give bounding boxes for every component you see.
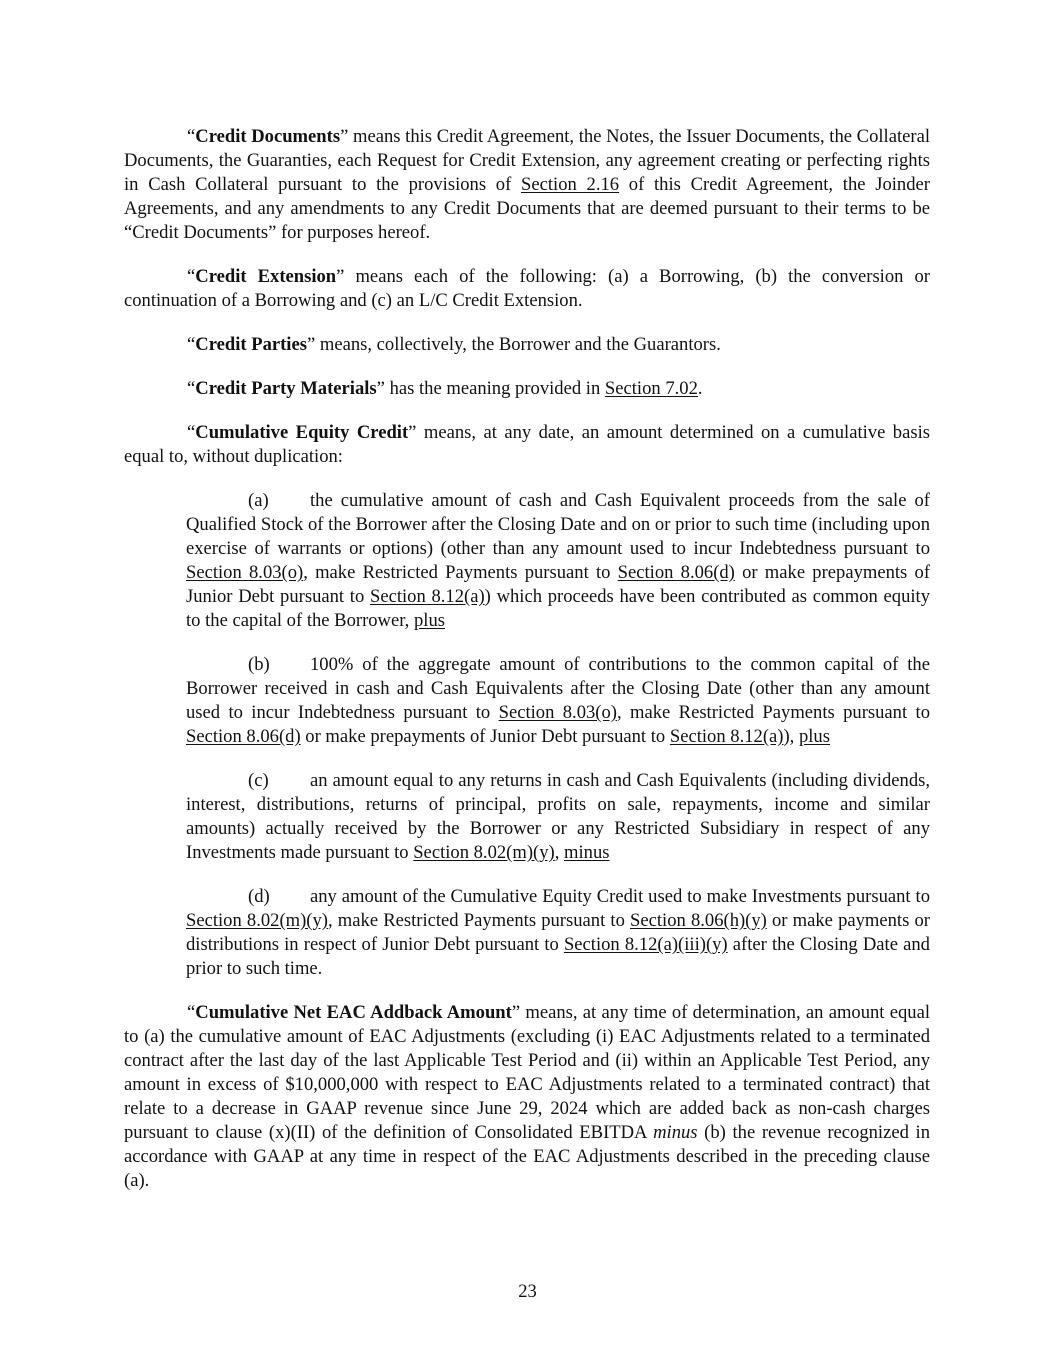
conjunction: plus <box>413 610 445 631</box>
section-reference: Section 2.16 <box>521 174 620 195</box>
section-reference: Section 8.02(m)(y) <box>186 910 328 931</box>
section-reference: Section 7.02 <box>604 378 698 399</box>
defined-term: Credit Parties <box>195 334 307 355</box>
section-reference: Section 8.06(d) <box>617 562 735 583</box>
section-reference: Section 8.03(o) <box>498 702 617 723</box>
clause-label: (a) <box>248 490 269 511</box>
section-reference: Section 8.12(a) <box>669 726 784 747</box>
section-reference: Section 8.06(h)(y) <box>630 910 767 931</box>
defined-term: Cumulative Net EAC Addback Amount <box>195 1002 512 1023</box>
clause-label: (b) <box>248 654 270 675</box>
italic-word: minus <box>653 1122 698 1143</box>
page-number: 23 <box>518 1281 537 1302</box>
section-reference: Section 8.02(m)(y) <box>413 842 555 863</box>
definition-credit-documents: “Credit Documents” means this Credit Agreement, the Notes, the Issuer Documents, the Collateral Documents, the Guaranties, each Request for Credit Extension, any agreement creating or perfecting rights in Cash Collateral pursuant to the provisions of Section 2.16 of this Credit Agreement, the Joinder Agreements, and any amendments to any Credit Documents that are deemed pursuant to their terms to be “Credit Documents” for purposes hereof. <box>124 126 930 243</box>
clause-d: (d) any amount of the Cumulative Equity Credit used to make Investments pursuant to Section 8.02(m)(y), make Restricted Payments pursuant to Section 8.06(h)(y) or make payments or distributions in respect of Junior Debt pursuant to Section 8.12(a)(iii)(y) after the Closing Date and prior to such time. <box>186 886 930 979</box>
conjunction: plus <box>798 726 830 747</box>
clause-label: (c) <box>248 770 269 791</box>
definition-credit-extension: “Credit Extension” means each of the following: (a) a Borrowing, (b) the conversion or continuation of a Borrowing and (c) an L/C Credit Extension. <box>124 266 931 311</box>
defined-term: Credit Party Materials <box>195 378 377 399</box>
clause-b: (b) 100% of the aggregate amount of contributions to the common capital of the Borrower received in cash and Cash Equivalents after the Closing Date (other than any amount used to incur Indebtedness pursuant to Section 8.03(o), make Restricted Payments pursuant to Section 8.06(d) or make prepayments of Junior Debt pursuant to Section 8.12(a)), plus <box>186 654 930 747</box>
clause-label: (d) <box>248 886 270 907</box>
defined-term: Cumulative Equity Credit <box>195 422 409 443</box>
definition-credit-parties: “Credit Parties” means, collectively, the Borrower and the Guarantors. <box>187 334 721 355</box>
section-reference: Section 8.06(d) <box>186 726 301 747</box>
definition-cumulative-equity-credit: “Cumulative Equity Credit” means, at any date, an amount determined on a cumulative basis equal to, without duplication: <box>124 422 930 467</box>
clause-c: (c) an amount equal to any returns in cash and Cash Equivalents (including dividends, interest, distributions, returns of principal, profits on sale, repayments, income and similar amounts) actually received by the Borrower or any Restricted Subsidiary in respect of any Investments made pursuant to Section 8.02(m)(y), minus <box>186 770 930 863</box>
clause-a: (a) the cumulative amount of cash and Cash Equivalent proceeds from the sale of Qualified Stock of the Borrower after the Closing Date and on or prior to such time (including upon exercise of warrants or options) (other than any amount used to incur Indebtedness pursuant to Section 8.03(o), make Restricted Payments pursuant to Section 8.06(d) or make prepayments of Junior Debt pursuant to Section 8.12(a)) which proceeds have been contributed as common equity to the capital of the Borrower, plus <box>186 490 931 631</box>
section-reference: Section 8.03(o) <box>186 562 304 583</box>
section-reference: Section 8.12(a) <box>369 586 485 607</box>
section-reference: Section 8.12(a)(iii)(y) <box>563 934 728 955</box>
defined-term: Credit Documents <box>195 126 341 147</box>
definition-cumulative-net-eac-addback-amount: “Cumulative Net EAC Addback Amount” means, at any time of determination, an amount equal to (a) the cumulative amount of EAC Adjustments (excluding (i) EAC Adjustments related to a terminated contract after the last day of the last Applicable Test Period and (ii) within an Applicable Test Period, any amount in excess of $10,000,000 with respect to EAC Adjustments related to a terminated contract) that relate to a decrease in GAAP revenue since June 29, 2024 which are added back as non-cash charges pursuant to clause (x)(II) of the definition of Consolidated EBITDA minus (b) the revenue recognized in accordance with GAAP at any time in respect of the EAC Adjustments described in the preceding clause (a). <box>124 1002 931 1191</box>
definition-credit-party-materials: “Credit Party Materials” has the meaning provided in Section 7.02. <box>187 378 703 399</box>
defined-term: Credit Extension <box>195 266 337 287</box>
conjunction: minus <box>564 842 610 863</box>
